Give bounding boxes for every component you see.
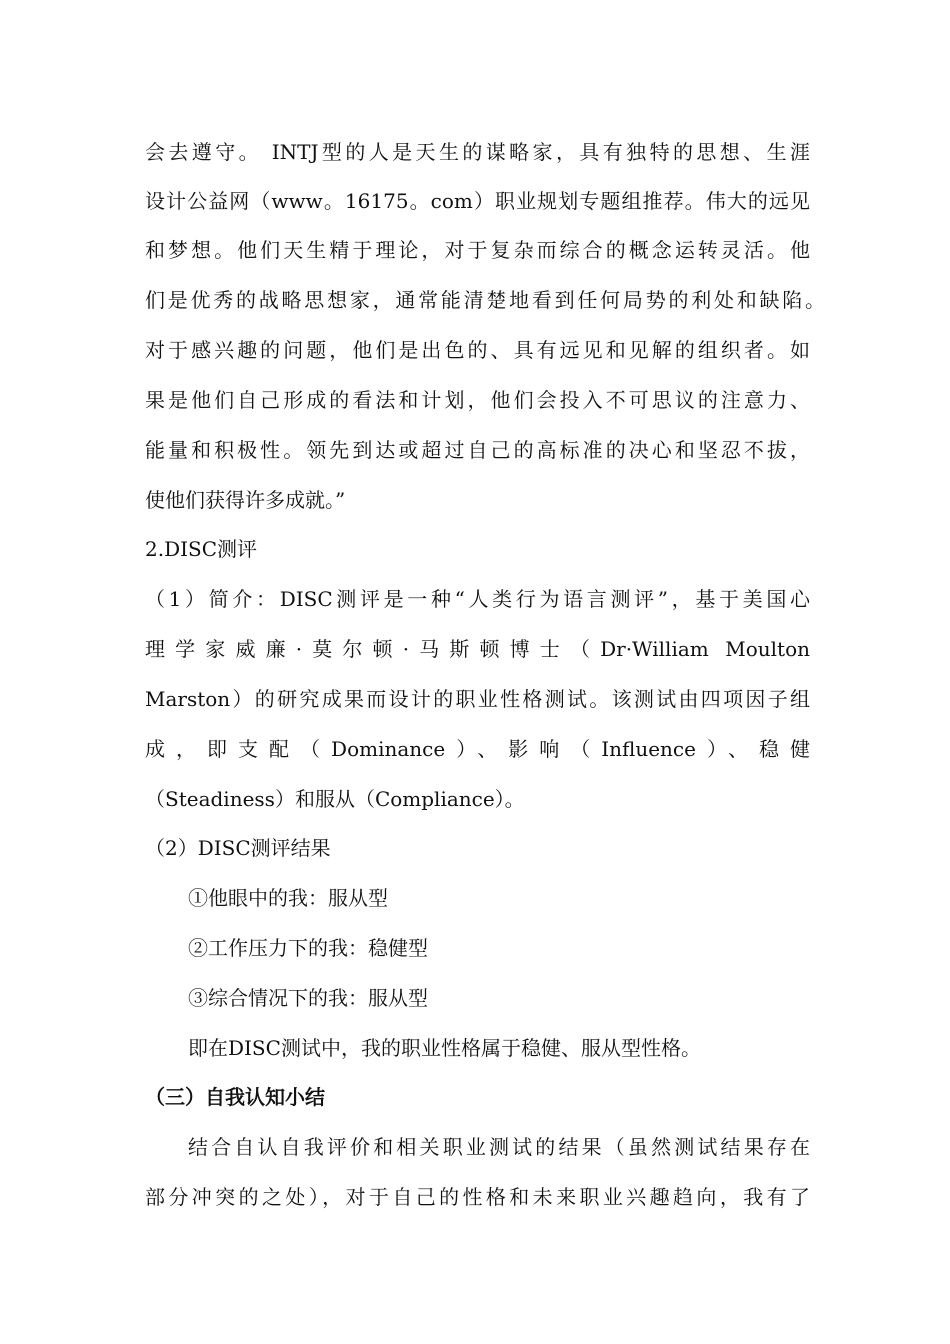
paragraph-line: 即在DISC测试中，我的职业性格属于稳健、服从型性格。 [188, 1036, 701, 1060]
paragraph-line: 对于感兴趣的问题，他们是出色的、具有远见和见解的组织者。如 [145, 338, 810, 362]
paragraph-line: （1）简介：DISC测评是一种“人类行为语言测评”，基于美国心 [145, 587, 810, 611]
paragraph-line: 会去遵守。 INTJ型的人是天生的谋略家，具有独特的思想、生涯 [145, 140, 810, 164]
section-heading: 2.DISC测评 [145, 537, 258, 561]
section-title: （三）自我认知小结 [145, 1085, 325, 1109]
paragraph-line: 和梦想。他们天生精于理论，对于复杂而综合的概念运转灵活。他 [145, 238, 810, 262]
paragraph-line: （Steadiness）和服从（Compliance）。 [145, 787, 525, 811]
list-item: ②工作压力下的我：稳健型 [188, 936, 428, 960]
subsection-heading: （2）DISC测评结果 [145, 836, 331, 860]
list-item: ③综合情况下的我：服从型 [188, 986, 428, 1010]
paragraph-line: 们是优秀的战略思想家，通常能清楚地看到任何局势的利处和缺陷。 [145, 288, 825, 312]
paragraph-line: 成，即支配（Dominance）、影响（Influence）、稳健 [145, 737, 810, 761]
paragraph-line: 果是他们自己形成的看法和计划，他们会投入不可思议的注意力、 [145, 388, 810, 412]
list-item: ①他眼中的我：服从型 [188, 886, 388, 910]
paragraph-line: 能量和积极性。领先到达或超过自己的高标准的决心和坚忍不拔， [145, 438, 810, 462]
paragraph-line: Marston）的研究成果而设计的职业性格测试。该测试由四项因子组 [145, 687, 810, 711]
paragraph-line: 设计公益网（www。16175。com）职业规划专题组推荐。伟大的远见 [145, 189, 810, 213]
paragraph-line: 部分冲突的之处），对于自己的性格和未来职业兴趣趋向，我有了 [145, 1185, 810, 1209]
paragraph-line: 使他们获得许多成就。” [145, 488, 346, 512]
paragraph-line: 理学家威廉·莫尔顿·马斯顿博士（Dr·William Moulton [145, 637, 810, 661]
paragraph-line: 结合自认自我评价和相关职业测试的结果（虽然测试结果存在 [188, 1135, 810, 1159]
